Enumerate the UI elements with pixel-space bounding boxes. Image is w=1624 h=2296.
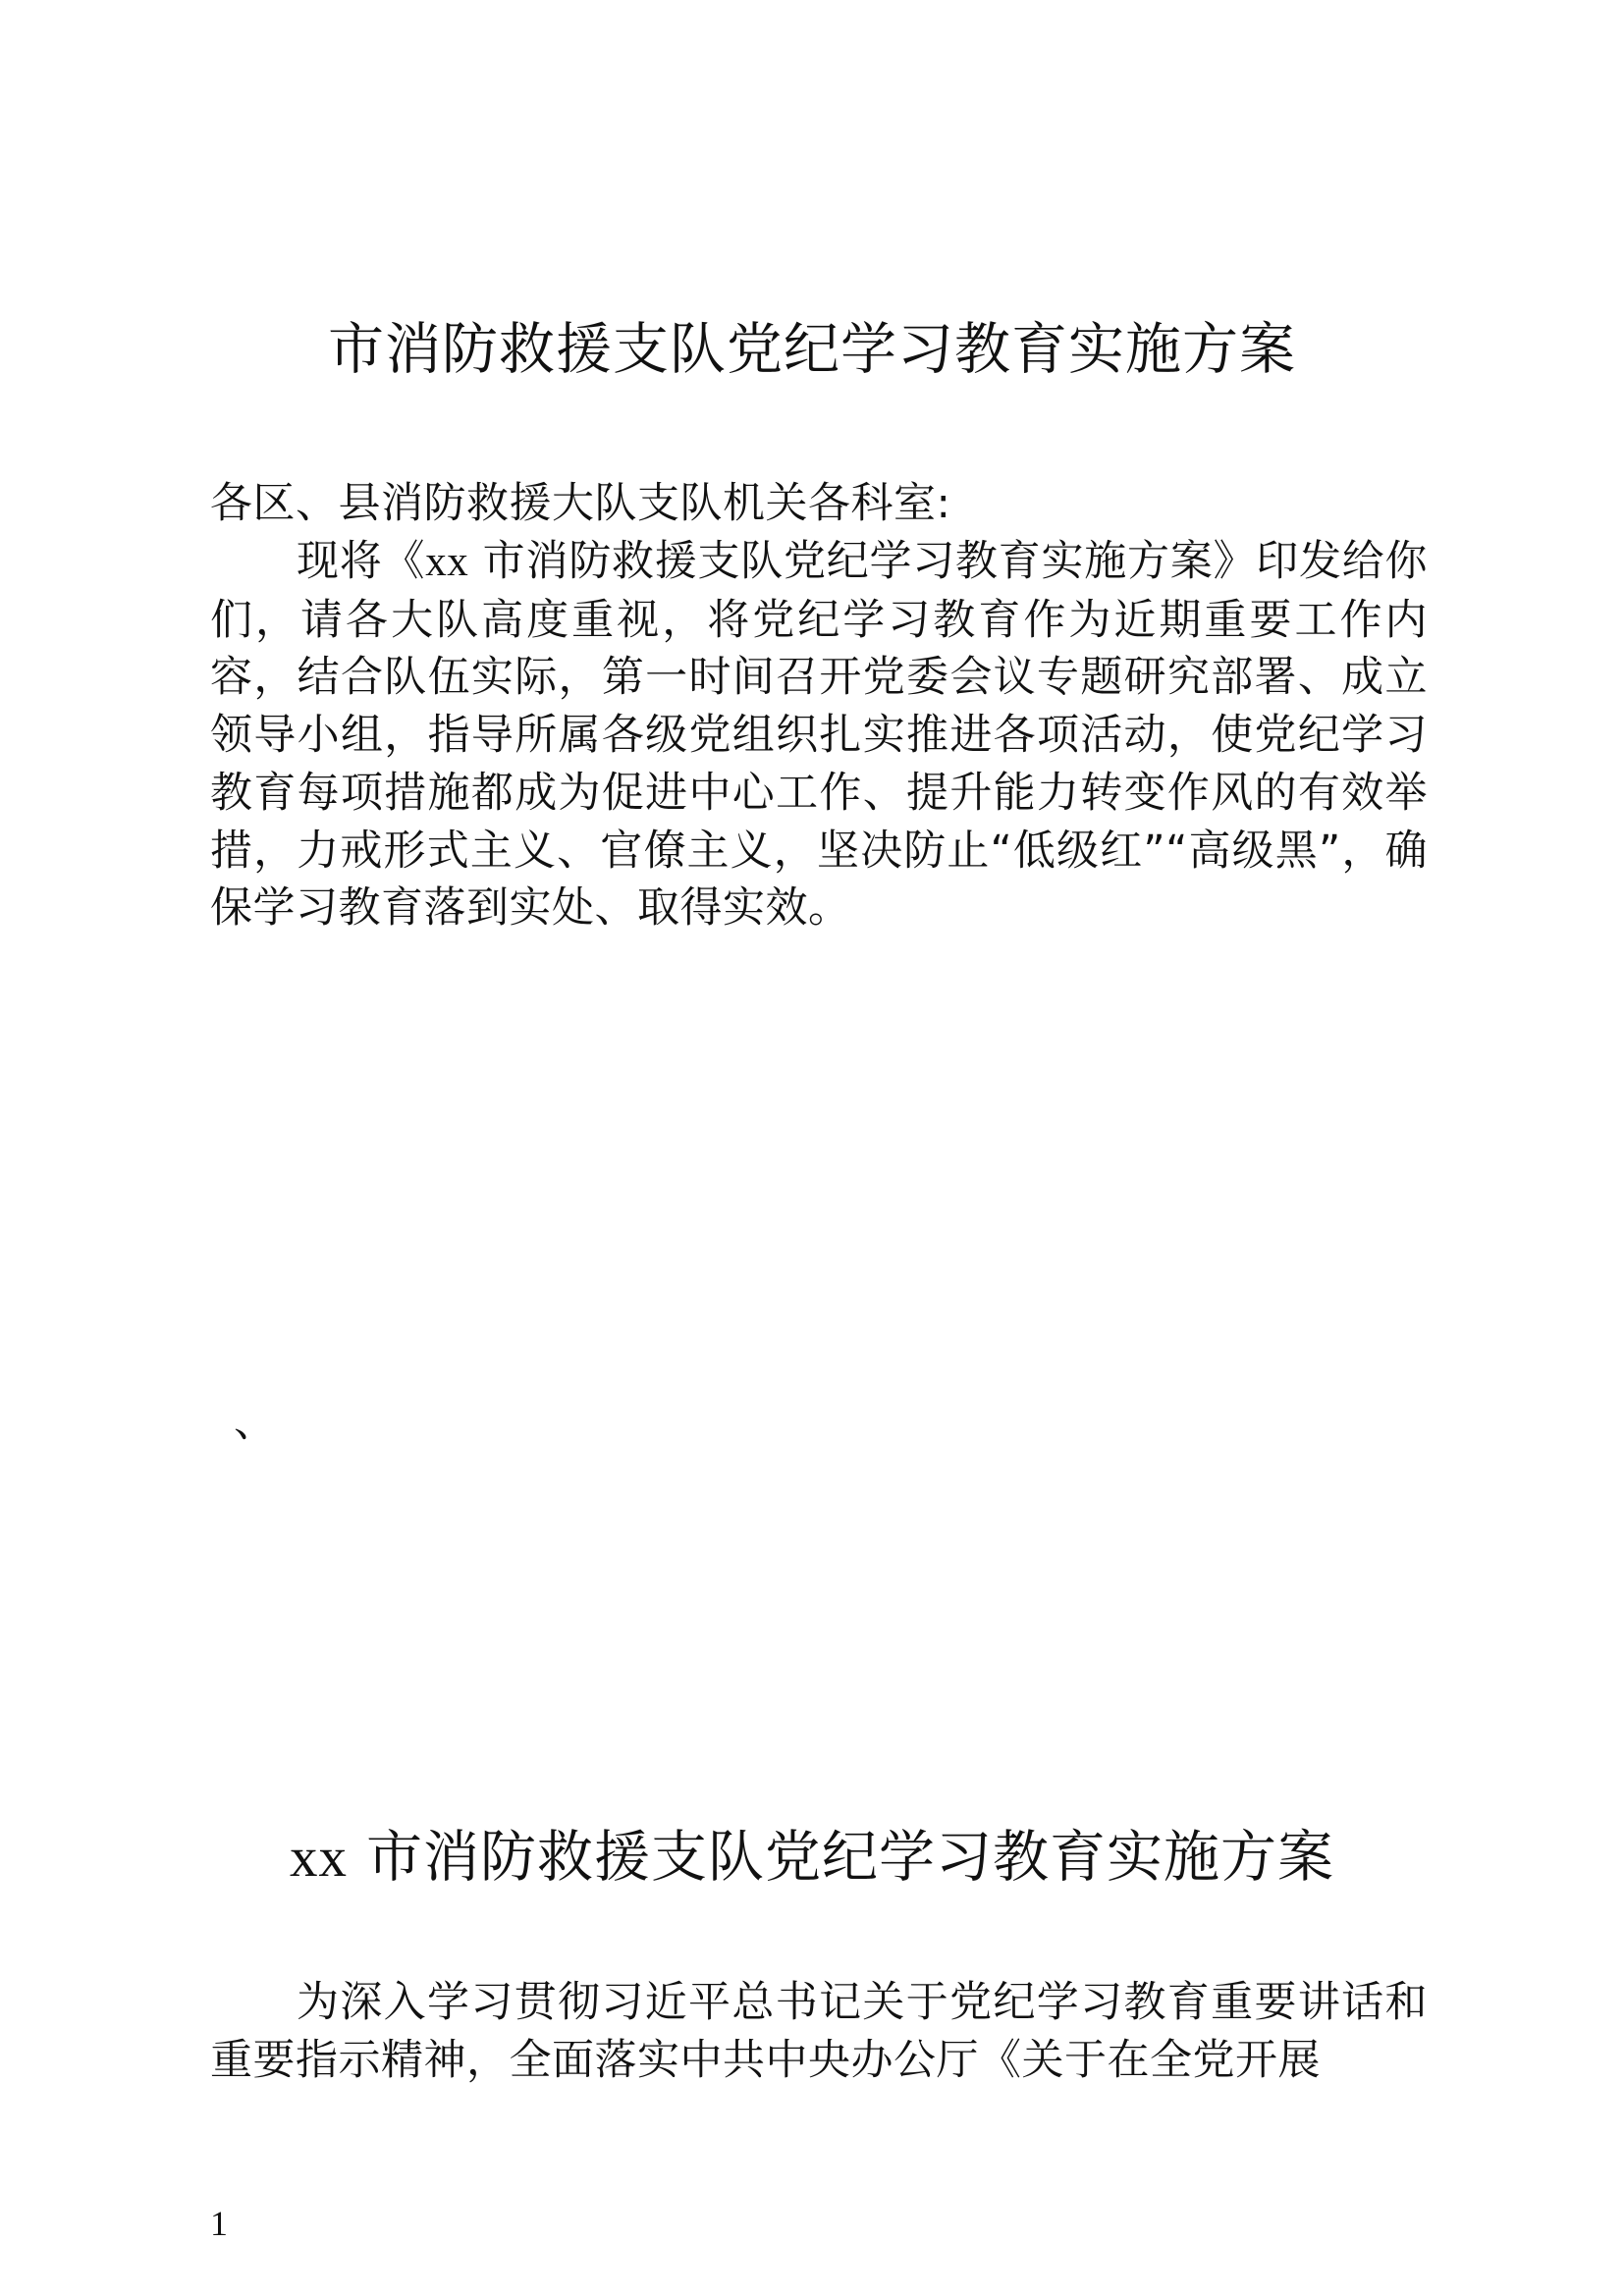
notice-paragraph <box>210 533 1428 937</box>
notice-prefix: 现将《 <box>297 537 426 586</box>
plan-title <box>0 1824 1624 1892</box>
plan-title-text: 市消防救援支队党纪学习教育实施方案 <box>347 1825 1335 1890</box>
notice-xx-placeholder: xx <box>425 539 469 585</box>
document-title: 市消防救援支队党纪学习教育实施方案 <box>328 317 1296 382</box>
page-number: 1 <box>210 2204 228 2243</box>
intro-paragraph: 为深入学习贯彻习近平总书记关于党纪学习教育重要讲话和重要指示精神，全面落实中共中央办公厅《关于在全党开展 <box>210 1978 1428 2085</box>
notice-text: 市消防救援支队党纪学习教育实施方案》印发给你们，请各大队高度重视，将党纪学习教育作为近期重要工作内容，结合队伍实际，第一时间召开党委会议专题研究部署、成立领导小组，指导所属各级党组织扎实推进各项活动，使党纪学习教育每项措施都成为促进中心工作、提升能力转变作风的有效举措，力戒形式主义、官僚主义，坚决防止“低级红”“高级黑”，确保学习教育落到实处、取得实效。 <box>210 537 1429 934</box>
plan-title-xx-placeholder: xx <box>289 1827 348 1889</box>
salutation-line: 各区、县消防救援大队支队机关各科室: <box>210 479 951 528</box>
stray-punctuation-mark: 、 <box>234 1398 276 1447</box>
